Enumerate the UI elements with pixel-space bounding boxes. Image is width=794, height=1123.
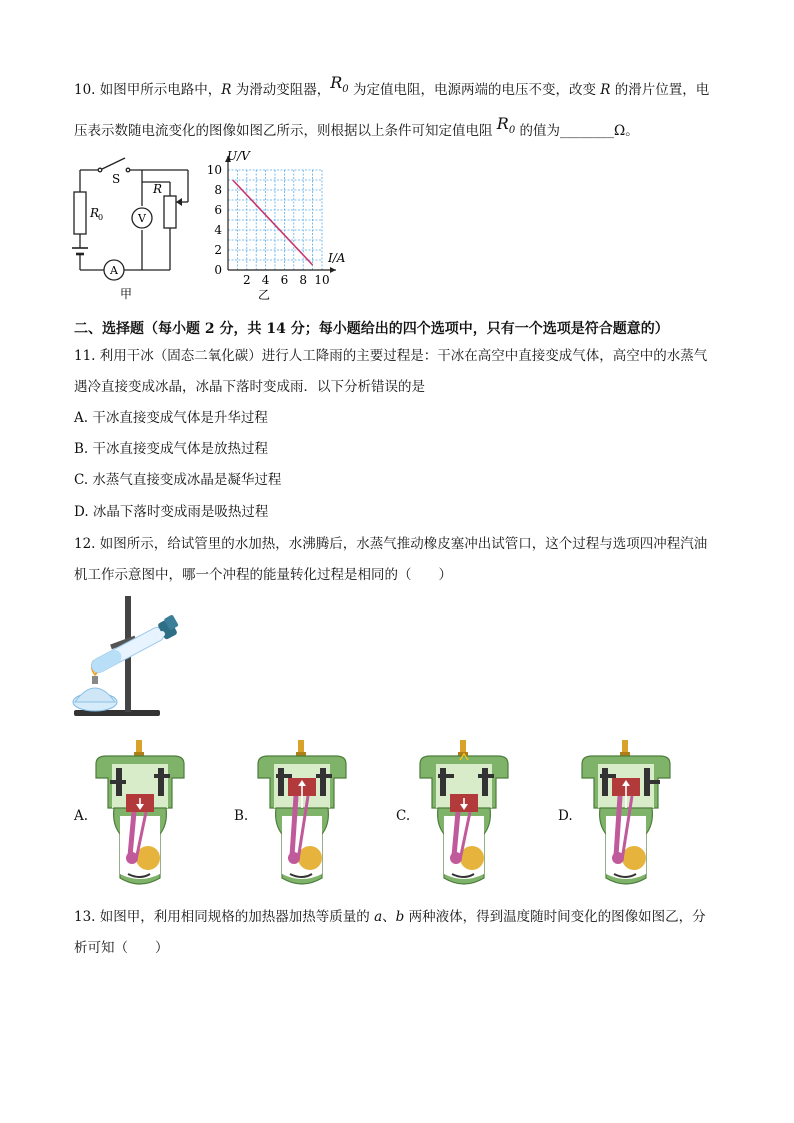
y-tick-label: 10	[206, 163, 222, 177]
chart-yi	[200, 146, 360, 306]
q13-var-b: b	[395, 909, 405, 925]
q13-text-e: 两种液体，得到温度随时间变化的图像如图乙，分	[404, 909, 706, 925]
q11-line2: 遇冷直接变成冰晶，冰晶下落时变成雨．以下分析错误的是	[74, 379, 425, 395]
q12-option-label-b: B.	[234, 808, 249, 824]
q10-var-R2: R	[600, 82, 611, 98]
label-ammeter-A: A	[110, 264, 118, 277]
x-axis-arrow	[330, 267, 336, 273]
x-tick-label: 4	[261, 273, 270, 287]
q10-text-1: 10. 如图甲所示电路中，	[74, 82, 222, 98]
y-tick-label: 4	[214, 223, 222, 237]
q11-option-c: C. 水蒸气直接变成冰晶是凝华过程	[74, 472, 282, 488]
q12-line1: 12. 如图所示，给试管里的水加热，水沸腾后，水蒸气推动橡皮塞冲出试管口，这个过程与选项四冲程汽油	[74, 536, 708, 552]
engine-diagram-d	[576, 738, 676, 890]
q13-var-a: a	[374, 909, 383, 925]
q11-line1: 11. 利用干冰（固态二氧化碳）进行人工降雨的主要过程是：干冰在高空中直接变成气体，高空中的水蒸气	[74, 348, 708, 364]
y-tick-label: 6	[214, 203, 222, 217]
q10-line2-var-R0-sub: 0	[508, 125, 516, 137]
q10-line2	[74, 114, 639, 142]
chart-grid	[228, 170, 322, 270]
x-tick-label: 6	[280, 273, 289, 287]
q13-text-a: 13. 如图甲，利用相同规格的加热器加热等质量的	[74, 909, 375, 925]
caption-jia: 甲	[120, 287, 133, 301]
q10-text-3: 为滑动变阻器，	[231, 82, 331, 98]
chart-xlabel: I/A	[328, 251, 346, 265]
chart-tick-labels	[207, 163, 330, 287]
caption-yi: 乙	[258, 288, 271, 302]
engine-diagram-a	[90, 738, 190, 890]
y-tick-label: 0	[214, 263, 222, 277]
q13-line1	[74, 905, 706, 925]
chart-axes	[225, 156, 336, 273]
engine-diagram-b	[252, 738, 352, 890]
q10-var-R0-sub: 0	[342, 84, 349, 96]
circuit-diagram-jia	[70, 152, 200, 302]
q10-var-R0	[330, 73, 349, 96]
x-tick-label: 8	[299, 273, 308, 287]
q11-option-d: D. 冰晶下落时变成雨是吸热过程	[74, 504, 269, 520]
q12-option-label-c: C.	[396, 808, 411, 824]
x-tick-label: 2	[242, 273, 251, 287]
q10-line2-text-a: 压表示数随电流变化的图像如图乙所示，则根据以上条件可知定值电阻	[74, 123, 497, 139]
test-tube-heating-illustration	[70, 590, 190, 722]
q11-option-b: B. 干冰直接变成气体是放热过程	[74, 441, 269, 457]
q10-line2-var-R0-main: R	[496, 114, 509, 133]
label-R0: R	[90, 206, 100, 220]
y-tick-label: 8	[214, 183, 222, 197]
q10-text-5: 为定值电阻，电源两端的电压不变，改变	[348, 82, 601, 98]
q10-line1	[74, 73, 710, 101]
label-rheostat-R: R	[153, 182, 163, 196]
q10-var-R0-main: R	[330, 73, 343, 92]
label-voltmeter-V: V	[138, 212, 146, 225]
q10-var-R: R	[221, 82, 232, 98]
chart-ylabel: U/V	[227, 149, 250, 163]
series-line	[233, 180, 313, 265]
q10-line2-text-c: 的值为________Ω。	[515, 123, 639, 139]
section2-heading: 二、选择题（每小题 2 分，共 14 分；每小题给出的四个选项中，只有一个选项是符合题意的）	[74, 321, 669, 337]
q13-line2: 析可知（ ）	[74, 940, 169, 956]
label-R0-sub: 0	[98, 213, 104, 222]
engine-diagram-c	[414, 738, 514, 890]
x-tick-label: 10	[314, 273, 330, 287]
q11-option-a: A. 干冰直接变成气体是升华过程	[74, 410, 268, 426]
q12-option-label-a: A.	[74, 808, 89, 824]
q12-option-label-d: D.	[558, 808, 573, 824]
label-switch-S: S	[112, 172, 121, 186]
chart-series	[233, 180, 313, 265]
q10-text-7: 的滑片位置，电	[610, 82, 710, 98]
q10-line2-var-R0	[496, 114, 516, 137]
q12-line2: 机工作示意图中，哪一个冲程的能量转化过程是相同的（ ）	[74, 567, 452, 583]
q13-text-c: 、	[382, 909, 396, 925]
y-tick-label: 2	[214, 243, 222, 257]
